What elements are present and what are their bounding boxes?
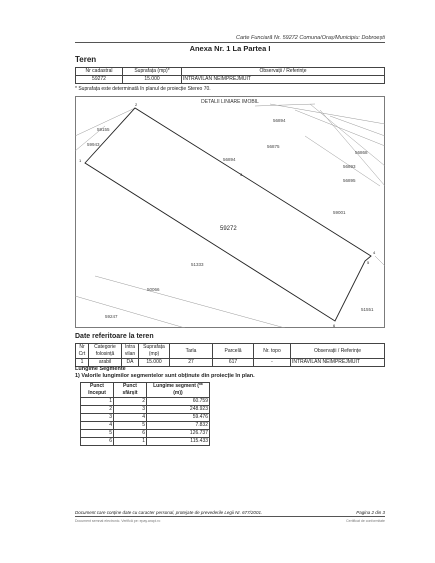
table-cell: arabil xyxy=(89,359,122,367)
table-row xyxy=(81,398,210,406)
annex-title: Anexa Nr. 1 La Partea I xyxy=(189,44,271,53)
neighbor-label: 51333 xyxy=(191,262,204,267)
cf-header: Carte Funciară Nr. 59272 Comuna/Oraș/Municipiu: Dobroești xyxy=(236,35,385,41)
table-cell: 4 xyxy=(81,422,114,430)
privacy-note: Document care conține date cu caracter personal, protejate de prevederile Legii Nr. 677/2001. xyxy=(75,510,263,515)
header-divider xyxy=(75,42,385,43)
table-header-cell: Categorie folosință xyxy=(89,344,122,359)
vertex-label: 1 xyxy=(79,158,82,163)
vertex-label: 4 xyxy=(373,250,376,255)
table-header-cell: Nr Crt xyxy=(76,344,89,359)
neighbor-label: 59247 xyxy=(105,314,118,319)
table-cell: 59272 xyxy=(76,76,123,84)
vertex-label: 6 xyxy=(333,323,336,328)
table-row xyxy=(81,414,210,422)
table-header-row xyxy=(76,68,385,76)
table-cell: 60.759 xyxy=(147,398,210,406)
table-cell: 27 xyxy=(170,359,213,367)
segments-subheading: 1) Valorile lungimilor segmentelor sunt obținute din proiecție în plan. xyxy=(75,373,255,379)
table-cell: 5 xyxy=(114,422,147,430)
neighbor-label: 59001 xyxy=(333,210,346,215)
table-cell: 1 xyxy=(76,359,89,367)
neighbor-label: 56894 xyxy=(273,118,286,123)
footer xyxy=(75,510,385,515)
table-cell: 4 xyxy=(114,414,147,422)
table-header-cell: Lungime segment (** (m)) xyxy=(147,383,210,398)
verification-note: Document semnat electronic. Verifică pe: epay.ancpi.ro xyxy=(75,519,161,523)
table-cell: 6 xyxy=(81,438,114,446)
table-cell: 7.832 xyxy=(147,422,210,430)
table-cell: 1 xyxy=(114,438,147,446)
table-cell: 5 xyxy=(81,430,114,438)
table-cell: 248.923 xyxy=(147,406,210,414)
table-cell: 1 xyxy=(81,398,114,406)
neighbor-label: 59943 xyxy=(87,142,100,147)
table-header-cell: Observații / Referințe xyxy=(291,344,385,359)
segments-table xyxy=(80,382,210,446)
table-row xyxy=(76,76,385,84)
table-row xyxy=(81,438,210,446)
table-header-cell: Observații / Referințe xyxy=(182,68,385,76)
vertex-label: 5 xyxy=(367,260,370,265)
table-cell: INTRAVILAN NEÎMPREJMUIT xyxy=(291,359,385,367)
table-cell: 2 xyxy=(81,406,114,414)
neighbor-label: 56868 xyxy=(355,150,368,155)
teren-heading: Teren xyxy=(75,55,97,64)
table-header-cell: Suprafața (mp) xyxy=(139,344,170,359)
neighbor-label: 50066 xyxy=(147,287,160,292)
table-header-cell: Nr. topo xyxy=(254,344,291,359)
table-cell: 617 xyxy=(213,359,254,367)
neighbor-label: 51551 xyxy=(361,307,374,312)
table-cell: 3 xyxy=(114,406,147,414)
footer-small xyxy=(75,519,385,523)
table-header-cell: Tarla xyxy=(170,344,213,359)
table-cell: 115.433 xyxy=(147,438,210,446)
table-header-cell: Suprafața (mp)* xyxy=(123,68,182,76)
land-details-table xyxy=(75,343,385,367)
neighbor-label: 59155 xyxy=(97,127,110,132)
teren-table xyxy=(75,67,385,84)
table-cell: - xyxy=(254,359,291,367)
table-header-cell: Parcelă xyxy=(213,344,254,359)
neighbor-label: 56893 xyxy=(343,164,356,169)
table-cell: INTRAVILAN NEÎMPREJMUIT xyxy=(182,76,385,84)
table-cell: 15.000 xyxy=(123,76,182,84)
table-row xyxy=(81,430,210,438)
table-header-cell: Intra vilan xyxy=(122,344,139,359)
neighbor-label: 56894 xyxy=(223,157,236,162)
segments-heading: Lungime Segmente xyxy=(75,366,126,372)
table-row xyxy=(81,406,210,414)
table-cell: 6 xyxy=(114,430,147,438)
table-header-row xyxy=(76,344,385,359)
table-header-cell: Punct sfârșit xyxy=(114,383,147,398)
footer-divider xyxy=(75,516,385,517)
table-header-cell: Nr cadastral xyxy=(76,68,123,76)
table-cell: 15.000 xyxy=(139,359,170,367)
table-cell: 3 xyxy=(81,414,114,422)
neighbor-label: 56895 xyxy=(343,178,356,183)
referinte-heading: Date referitoare la teren xyxy=(75,333,154,340)
table-header-row xyxy=(81,383,210,398)
table-row xyxy=(81,422,210,430)
page-number: Pagina 2 din 3 xyxy=(356,510,385,515)
table-cell: 59.476 xyxy=(147,414,210,422)
certificate-note: Certificat de conformitate xyxy=(346,519,385,523)
table-cell: 2 xyxy=(114,398,147,406)
vertex-label: 3 xyxy=(240,172,243,177)
surface-note: * Suprafața este determinată în planul de proiecție Stereo 70. xyxy=(75,86,211,92)
vertex-label: 2 xyxy=(135,102,138,107)
parcel-map xyxy=(75,96,385,328)
parcel-label: 59272 xyxy=(220,226,237,232)
table-cell: DA xyxy=(122,359,139,367)
map-title: DETALII LINIARE IMOBIL xyxy=(201,99,259,105)
neighbor-label: 56875 xyxy=(267,144,280,149)
table-cell: 126.737 xyxy=(147,430,210,438)
table-header-cell: Punct început xyxy=(81,383,114,398)
